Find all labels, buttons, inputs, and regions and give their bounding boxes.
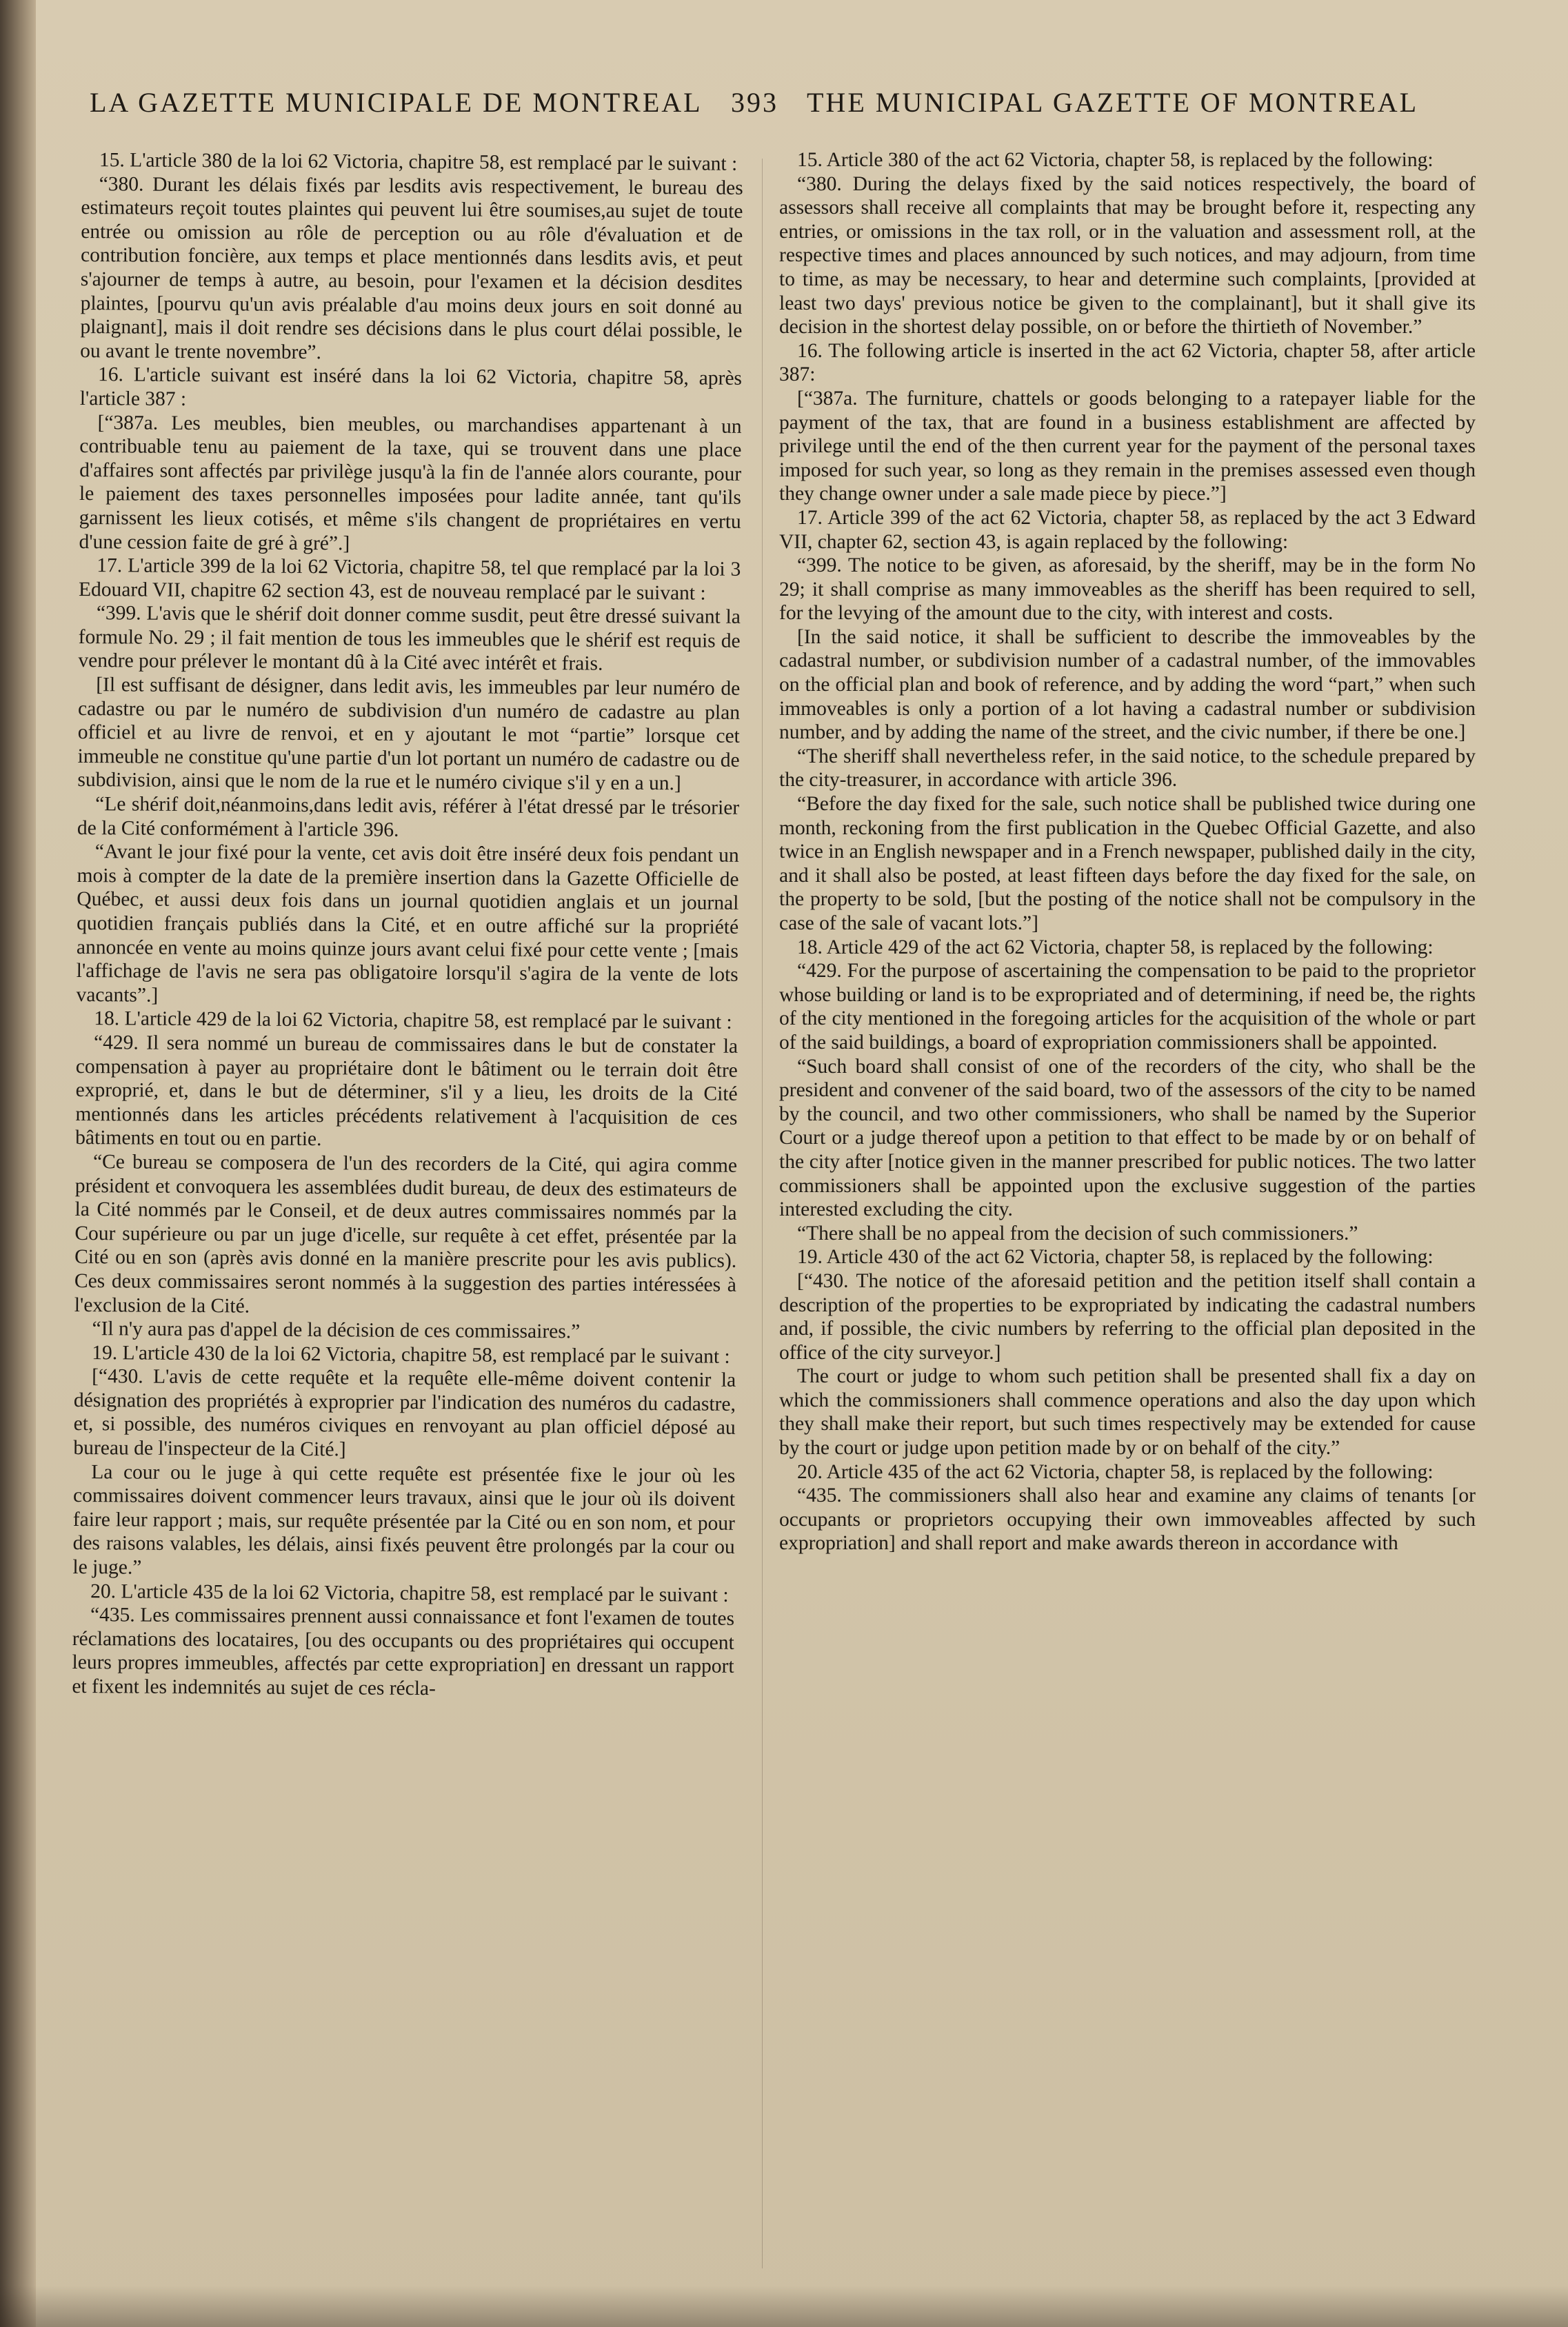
paragraph: 20. L'article 435 de la loi 62 Victoria, chapitre 58, est remplacé par le suivant : [90, 1580, 729, 1606]
paragraph: “399. L'avis que le shérif doit donner comme susdit, peut être dressé suivant la formule No. 29 ; il fait mention de tous les immeubles que le shérif est requis de vendre pour prélever le montant dû à la Cité avec intérêt et frais. [78, 602, 741, 676]
paragraph: “Le shérif doit,néanmoins,dans ledit avis, référer à l'état dressé par le trésorier de la Cité conformément à l'article 396. [77, 793, 740, 841]
paragraph: “Such board shall consist of one of the recorders of the city, who shall be the president and convener of the said board, two of the assessors of the city to be named by the council, and two other commissioners, who shall be named by the Superior Court or a judge thereof upon a petition to that effect to be made by or on behalf of the city after [notice given in the manner prescribed for public notices. The two latter commissioners shall be appointed upon the exclusive suggestion of the parties interested excluding the city. [779, 1055, 1476, 1221]
paragraph: “The sheriff shall nevertheless refer, in the said notice, to the schedule prepared by the city-treasurer, in accordance with article 396. [779, 745, 1476, 792]
paragraph: [“430. L'avis de cette requête et la requête elle-même doivent contenir la désignation des propriétés à exproprier par l'indication des numéros du cadastre, et, si possible, des numéros civiques en renvoyant au plan officiel déposé au bureau de l'inspecteur de la Cité.] [73, 1365, 736, 1461]
english-column [779, 148, 1476, 2279]
french-column [68, 148, 743, 2283]
paragraph: 19. Article 430 of the act 62 Victoria, chapter 58, is replaced by the following: [797, 1246, 1434, 1269]
paragraph: “380. Durant les délais fixés par lesdits avis respectivement, le bureau des estimateurs reçoit toutes plaintes qui peuvent lui être soumises,au sujet de toute entrée ou omission au rôle de perception ou au rôle d'évaluation et de contribution foncière, aux temps et place mentionnés dans lesdits avis, et peut s'ajourner de temps à autre, au besoin, pour l'examen et la décision desdites plaintes, [pourvu qu'un avis préalable d'au moins deux jours en soit donné au plaignant], mais il doit rendre ses décisions dans le plus court délai possible, le ou avant le trente novembre”. [80, 172, 743, 363]
paragraph: [“430. The notice of the aforesaid petition and the petition itself shall contain a description of the properties to be expropriated by indicating the cadastral numbers and, if possible, the civic numbers by referring to the official plan deposited in the office of the city surveyor.] [779, 1269, 1476, 1364]
column-divider [762, 159, 763, 2268]
paragraph: “380. During the delays fixed by the said notices respectively, the board of assessors shall receive all complaints that may be brought before it, respecting any entries, or omissions in the tax roll, or in the valuation and assessment roll, at the respective times and places announced by such notices, and may adjourn, from time to time, as may be necessary, to hear and determine such complaints, [provided at least two days' previous notice be given to the complainant], but it shall give its decision in the shortest delay possible, on or before the thirtieth of November.” [779, 172, 1476, 339]
paragraph: “429. Il sera nommé un bureau de commissaires dans le but de constater la compensation à payer au propriétaire dont le bâtiment ou le terrain doit être exproprié, et, dans le but de déterminer, s'il y a lieu, les droits de la Cité mentionnés dans les articles précédents relativement à l'acquisition de ces bâtiments en tout ou en partie. [75, 1031, 738, 1151]
paragraph: 20. Article 435 of the act 62 Victoria, chapter 58, is replaced by the following: [797, 1460, 1434, 1483]
paragraph: 18. L'article 429 de la loi 62 Victoria, chapitre 58, est remplacé par le suivant : [94, 1007, 732, 1034]
paragraph: 18. Article 429 of the act 62 Victoria, chapter 58, is replaced by the following: [797, 936, 1434, 958]
page-binding [0, 0, 36, 2327]
page-number: 393 [731, 87, 778, 118]
paragraph: “435. Les commissaires prennent aussi connaissance et font l'examen de toutes réclamations des locataires, [ou des occupants ou des propriétaires qui occupent leurs propres immeubles, affectés par cette expropriation] en dressant un rapport et fixent les indemnités au sujet de ces récla- [72, 1604, 735, 1700]
paragraph: “435. The commissioners shall also hear and examine any claims of tenants [or occupants or proprietors occupying their own immoveables affected by such expropriation] and shall report and make awards thereon in accordance with [779, 1484, 1476, 1555]
paragraph: “429. For the purpose of ascertaining the compensation to be paid to the proprietor whose building or land is to be expropriated and of determining, if need be, the rights of the city mentioned in the foregoing articles for the acquisition of the whole or part of the said buildings, a board of expropriation commissioners shall be appointed. [779, 960, 1476, 1054]
paragraph: [“387a. The furniture, chattels or goods belonging to a ratepayer liable for the payment of the tax, that are found in a business establishment are affected by privilege until the end of the then current year for the payment of the personal taxes imposed for such year, so long as they remain in the premises assessed even though they change owner under a sale made piece by piece.”] [779, 387, 1476, 505]
paragraph: 19. L'article 430 de la loi 62 Victoria, chapitre 58, est remplacé par le suivant : [92, 1341, 730, 1368]
english-masthead: THE MUNICIPAL GAZETTE OF MONTREAL [807, 87, 1419, 118]
paragraph: [Il est suffisant de désigner, dans ledit avis, les immeubles par leur numéro de cadastre ou par le numéro de subdivision d'un numéro de cadastre au plan officiel et au livre de renvoi, et en y ajoutant le mot “partie” lorsque cet immeuble ne constitue qu'une partie d'un lot portant un numéro de cadastre ou de subdivision, ainsi que le nom de la rue et le numéro civique s'il y en a un.] [77, 674, 741, 795]
paragraph: [“387a. Les meubles, bien meubles, ou marchandises appartenant à un contribuable tenu au paiement de la taxe, qui se trouvent dans une place d'affaires sont affectés par privilège jusqu'à la fin de l'année alors courante, pour le paiement des taxes personnelles imposées pour ladite année, tant qu'ils garnissent les lieux cotisés, et même s'ils changent de propriétaires en vertu d'une cession faite de gré à gré”.] [79, 411, 742, 554]
paragraph: 16. The following article is inserted in the act 62 Victoria, chapter 58, after article 387: [779, 339, 1476, 386]
paragraph: 15. Article 380 of the act 62 Victoria, chapter 58, is replaced by the following: [797, 149, 1434, 171]
paragraph: [In the said notice, it shall be sufficient to describe the immoveables by the cadastral number, or subdivision number of a cadastral number, of the immovables on the official plan and book of reference, and by adding the word “part,” when such immoveables is only a portion of a lot having a cadastral number or subdivision number, and by adding the name of the street, and the civic number, if there be one.] [779, 625, 1476, 744]
paragraph: La cour ou le juge à qui cette requête est présentée fixe le jour où les commissaires doivent commencer leurs travaux, ainsi que le jour où ils doivent faire leur rapport ; mais, sur requête présentée par la Cité ou en son nom, et pour des raisons valables, les délais, ainsi fixés peuvent être prolongés par la cour ou le juge.” [72, 1460, 736, 1579]
page-header [90, 86, 1510, 134]
paragraph: 16. L'article suivant est inséré dans la loi 62 Victoria, chapitre 58, après l'article 387 : [79, 363, 743, 410]
paragraph: “Ce bureau se composera de l'un des recorders de la Cité, qui agira comme président et convoquera les assemblées dudit bureau, de deux des estimateurs de la Cité nommés par le Conseil, et de deux autres commissaires nommés par la Cour supérieure ou par un juge d'icelle, sur requête à cet effet, présentée par la Cité ou en son (après avis donné en la manière prescrite pour les avis publics). Ces deux commissaires seront nommés à la suggestion des parties intéressées à l'exclusion de la Cité. [74, 1151, 738, 1318]
paragraph: “Avant le jour fixé pour la vente, cet avis doit être inséré deux fois pendant un mois à compter de la date de la première insertion dans la Gazette Officielle de Québec, et aussi deux fois dans un journal quotidien anglais et un journal quotidien français publiés dans la Cité, et en outre affiché sur la propriété annoncée en vente au moins quinze jours avant celui fixé pour cette vente ; [mais l'affichage de l'avis ne sera pas obligatoire lorsqu'il s'agira de la vente de lots vacants”.] [76, 840, 739, 1007]
paragraph: 17. Article 399 of the act 62 Victoria, chapter 58, as replaced by the act 3 Edward VII, chapter 62, section 43, is again replaced by the following: [779, 506, 1476, 553]
paragraph: “There shall be no appeal from the decision of such commissioners.” [797, 1222, 1358, 1245]
page-edge-shadow [0, 2286, 1568, 2327]
french-masthead: LA GAZETTE MUNICIPALE DE MONTREAL [90, 87, 703, 118]
paragraph: “Before the day fixed for the sale, such notice shall be published twice during one month, reckoning from the first publication in the Quebec Official Gazette, and also twice in an English newspaper and in a French newspaper, published daily in the city, and it shall also be posted, at least fifteen days before the day fixed for the sale, on the property to be sold, [but the posting of the notice shall not be compulsory in the case of the sale of vacant lots.”] [779, 793, 1476, 934]
paragraph: “399. The notice to be given, as aforesaid, by the sheriff, may be in the form No 29; it shall comprise as many immoveables as the sheriff has been required to sell, for the levying of the amount due to the city, with interest and costs. [779, 554, 1476, 625]
paragraph: 17. L'article 399 de la loi 62 Victoria, chapitre 58, tel que remplacé par la loi 3 Edouard VII, chapitre 62 section 43, est de nouveau remplacé par le suivant : [78, 554, 741, 605]
paragraph: The court or judge to whom such petition shall be presented shall fix a day on which the commissioners shall commence operations and also the day upon which they shall make their report, but such times respectively may be extended for cause by the court or judge upon petition made by or on behalf of the city.” [779, 1365, 1476, 1460]
paragraph: “Il n'y aura pas d'appel de la décision de ces commissaires.” [92, 1318, 581, 1343]
paragraph: 15. L'article 380 de la loi 62 Victoria, chapitre 58, est remplacé par le suivant : [99, 149, 738, 175]
